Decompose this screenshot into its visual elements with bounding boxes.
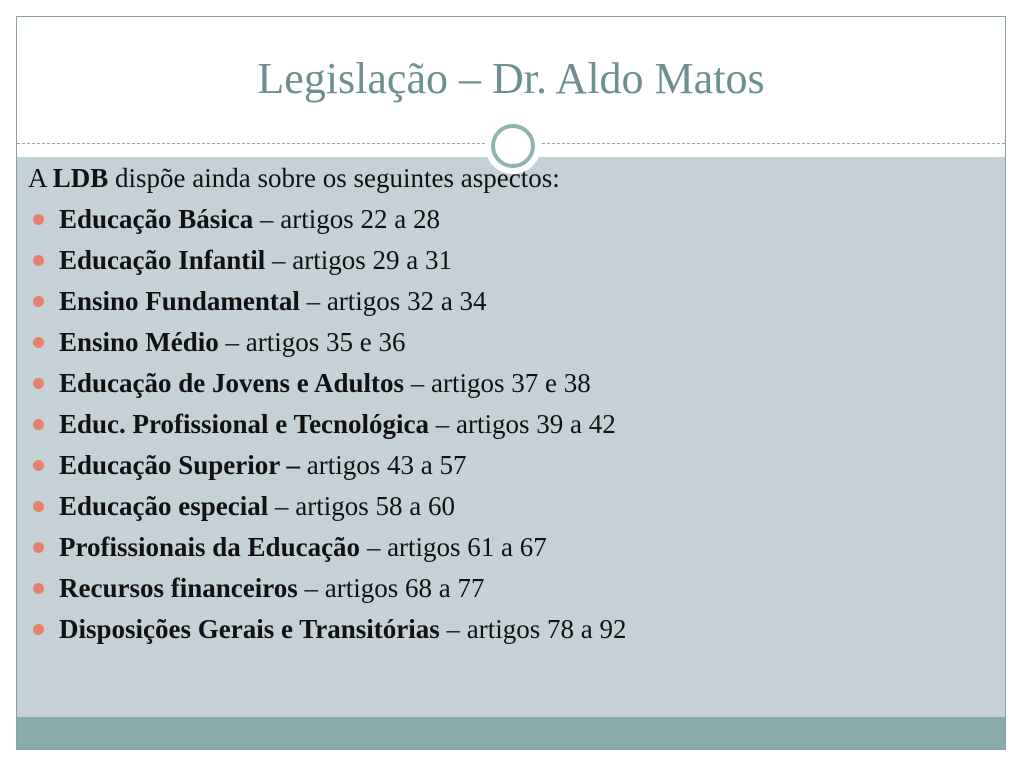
list-item (28, 404, 968, 445)
list-item (28, 609, 968, 650)
item-articles: – artigos 32 a 34 (299, 286, 487, 316)
list-item (28, 527, 968, 568)
item-title: Educação Superior – (59, 450, 301, 480)
intro-bold: LDB (52, 163, 109, 193)
list-item (28, 363, 968, 404)
item-articles: – artigos 37 e 38 (404, 368, 591, 398)
item-title: Educação Infantil (59, 245, 266, 275)
circle-bullet-icon (33, 542, 44, 553)
circle-bullet-icon (33, 337, 44, 348)
item-articles: – artigos 39 a 42 (429, 409, 616, 439)
item-title: Educação especial (59, 491, 269, 521)
item-title: Recursos financeiros (59, 573, 298, 603)
footer-band (17, 717, 1005, 750)
circle-bullet-icon (33, 378, 44, 389)
circle-bullet-icon (33, 255, 44, 266)
circle-bullet-icon (33, 460, 44, 471)
item-articles: – artigos 35 e 36 (218, 327, 406, 357)
item-articles: – artigos 22 a 28 (253, 204, 440, 234)
list-item (28, 281, 968, 322)
circle-bullet-icon (33, 583, 44, 594)
item-articles: – artigos 61 a 67 (360, 532, 547, 562)
item-articles: – artigos 78 a 92 (439, 614, 627, 644)
list-item (28, 322, 968, 363)
intro-line (28, 158, 968, 199)
intro-rest: dispõe ainda sobre os seguintes aspectos: (108, 163, 560, 193)
slide-body (28, 158, 968, 650)
slide-title: Legislação – Dr. Aldo Matos (257, 54, 765, 103)
list-item (28, 568, 968, 609)
list-item (28, 486, 968, 527)
intro-prefix: A (28, 163, 53, 193)
circle-bullet-icon (33, 501, 44, 512)
circle-bullet-icon (33, 419, 44, 430)
list-item (28, 199, 968, 240)
item-title: Disposições Gerais e Transitórias (59, 614, 440, 644)
item-title: Ensino Fundamental (59, 286, 300, 316)
item-title: Ensino Médio (59, 327, 219, 357)
item-articles: – artigos 29 a 31 (265, 245, 453, 275)
circle-bullet-icon (33, 624, 44, 635)
item-title: Educ. Profissional e Tecnológica (59, 409, 430, 439)
item-articles: – artigos 58 a 60 (268, 491, 455, 521)
circle-bullet-icon (33, 214, 44, 225)
item-title: Educação de Jovens e Adultos (59, 368, 405, 398)
list-item (28, 445, 968, 486)
list-item (28, 240, 968, 281)
circle-bullet-icon (33, 296, 44, 307)
item-articles: – artigos 68 a 77 (297, 573, 485, 603)
item-title: Educação Básica (59, 204, 254, 234)
item-title: Profissionais da Educação (59, 532, 361, 562)
topic-list (28, 199, 968, 650)
item-articles: artigos 43 a 57 (300, 450, 467, 480)
